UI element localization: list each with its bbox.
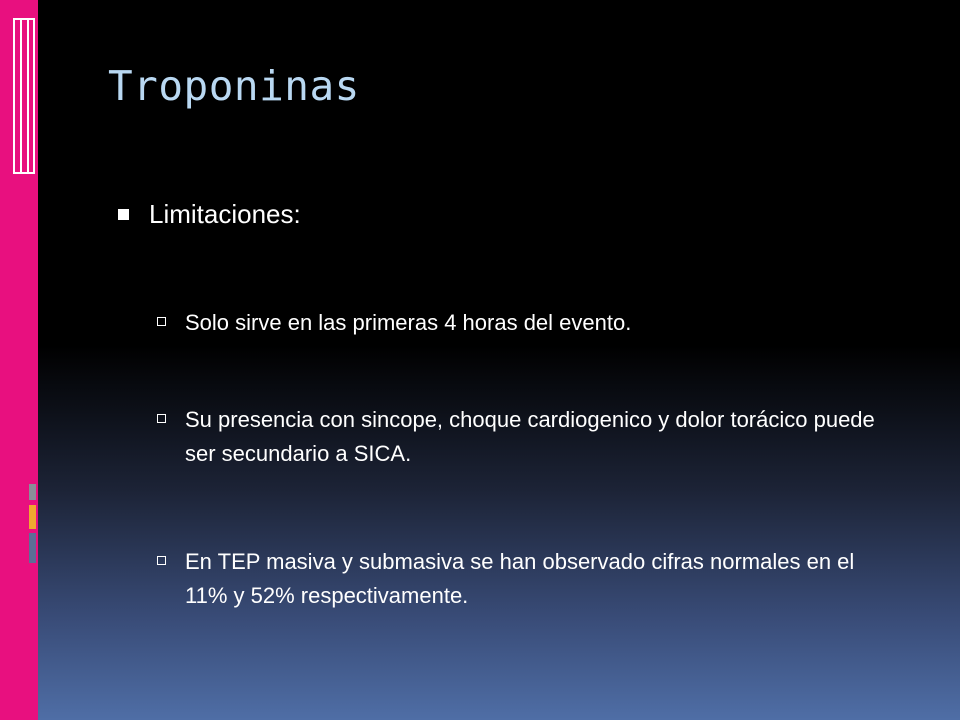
hollow-square-bullet-icon <box>157 414 166 423</box>
list-item <box>157 306 897 340</box>
deco-bar-grey <box>29 484 36 500</box>
list-item-text: Su presencia con sincope, choque cardiogenico y dolor torácico puede ser secundario a SICA. <box>185 407 875 466</box>
hollow-square-bullet-icon <box>157 317 166 326</box>
pane-right <box>27 18 35 174</box>
list-item <box>157 403 897 471</box>
filled-square-bullet-icon <box>118 209 129 220</box>
deco-bar-steel <box>29 533 36 563</box>
deco-bar-orange <box>29 505 36 529</box>
level1-text: Limitaciones: <box>149 199 301 229</box>
list-item-text: En TEP masiva y submasiva se han observado cifras normales en el 11% y 52% respectivamente. <box>185 549 855 608</box>
window-pane-decoration <box>13 18 35 174</box>
list-item <box>157 545 897 613</box>
list-item-text: Solo sirve en las primeras 4 horas del evento. <box>185 310 632 335</box>
bullet-limitaciones <box>118 199 301 230</box>
slide-title: Troponinas <box>108 62 360 110</box>
hollow-square-bullet-icon <box>157 556 166 565</box>
